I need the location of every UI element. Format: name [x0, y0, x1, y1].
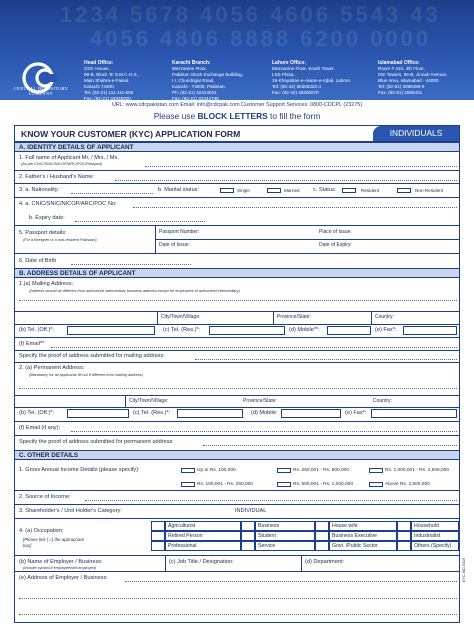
divider	[165, 555, 166, 571]
office-islamabad	[378, 60, 447, 96]
divider	[15, 253, 459, 254]
note-post: to fill the form	[267, 111, 321, 121]
divider	[15, 362, 459, 363]
divider	[15, 324, 459, 325]
proof-mailing-label: Specify the proof of address submitted for mailing address:	[19, 353, 165, 359]
perm-email-input[interactable]	[71, 431, 457, 432]
perm-mobile-label: (d) Mobile:	[251, 410, 278, 416]
form-title-row	[15, 126, 459, 142]
occ-household: Household	[411, 521, 459, 531]
tel-off-label: (b) Tel. (Off.)*:	[19, 327, 54, 333]
divider	[15, 504, 459, 505]
perm-city-label: City/Town/Village:	[129, 398, 169, 404]
permanent-address-label: 2. (a) Permanent Address:	[19, 365, 85, 371]
tel-off-input[interactable]	[67, 326, 155, 335]
full-name-label: 1. Full name of Applicant Mr. / Mrs. / Ms.	[19, 155, 119, 161]
email-input[interactable]	[51, 347, 457, 348]
occ-check-govt[interactable]	[315, 541, 329, 551]
occupation-label: 4. (a) Occupation:	[19, 528, 64, 534]
income-option-3: Rs. 1,000,001 - Rs. 2,500,000	[385, 468, 449, 473]
perm-province-label: Province/State:	[243, 398, 277, 404]
occ-check-student[interactable]	[241, 531, 255, 541]
divider	[15, 571, 459, 572]
permanent-address-input[interactable]	[19, 388, 457, 389]
office-title: Lahore Office:	[272, 60, 306, 66]
perm-tel-off-input[interactable]	[67, 409, 129, 418]
divider	[15, 337, 459, 338]
form-title: KNOW YOUR CUSTOMER (KYC) APPLICATION FORM	[21, 129, 241, 139]
perm-mobile-input[interactable]	[281, 409, 341, 418]
perm-email-label: (f) Email (if any):	[19, 425, 61, 431]
income-checkbox-4[interactable]	[181, 482, 195, 487]
occ-check-household[interactable]	[397, 521, 411, 531]
divider	[15, 197, 459, 198]
office-line: ISE Towers, 55-B, Jinnah Avenue,	[378, 72, 448, 77]
office-line: Mezzanine Floor, South Tower,	[272, 66, 335, 71]
form-code: KYC-IND-0319	[462, 558, 466, 582]
city-label: City/Town/Village:	[161, 314, 201, 320]
section-c-header: C. OTHER DETAILS	[15, 450, 459, 460]
office-head	[84, 60, 139, 100]
place-of-issue-label: Place of Issue:	[319, 229, 352, 235]
divider	[301, 555, 302, 571]
divider	[15, 421, 459, 422]
province-label: Province/State:	[277, 314, 311, 320]
contact-url-line: URL: www.cdcpakistan.com Email: info@cdcpak.com Customer Support Services: 0800-CDCPL (23275)	[0, 100, 474, 110]
resident-label: Resident	[361, 188, 380, 193]
office-line: Room # 410, 4th Floor,	[378, 66, 425, 71]
permanent-address-sublabel: (Mandatory for all applicants fill out if different from mailing address)	[29, 373, 143, 377]
office-lahore	[272, 60, 351, 96]
occ-check-housewife[interactable]	[315, 521, 329, 531]
passport-number-label: Passport Number:	[159, 229, 200, 235]
occ-retired: Retired Person	[165, 531, 241, 541]
income-option-5: Rs. 500,001 - Rs. 1,000,000	[293, 482, 353, 487]
office-line: 99-B, Block 'B' S.M.C.H.S.,	[84, 72, 140, 77]
occupation-sublabel-2: box]	[23, 543, 32, 548]
perm-country-label: Country:	[373, 398, 392, 404]
category-value: INDIVIDUAL	[235, 508, 267, 514]
perm-tel-res-input[interactable]	[177, 409, 243, 418]
office-line: Fax: (92-21) 32444749	[172, 96, 219, 100]
divider	[371, 311, 372, 324]
date-of-issue-label: Date of Issue:	[159, 242, 190, 248]
perm-fax-label: (e) Fax*:	[345, 410, 367, 416]
office-line: Pakistan Stock Exchange Building,	[172, 72, 243, 77]
occ-housewife: House wife	[329, 521, 397, 531]
occ-govt: Govt. /Public Sector	[329, 541, 397, 551]
divider	[15, 311, 459, 312]
proof-permanent-label: Specify the proof of address submitted for permanent address:	[19, 439, 174, 445]
note-pre: Please use	[153, 111, 198, 121]
header-ghost-numbers-2: 4056 4806 8888 6200 0000	[90, 26, 432, 51]
kyc-form	[14, 125, 460, 623]
single-checkbox[interactable]	[220, 188, 234, 193]
income-option-2: Rs. 250,001 - Rs. 500,000	[293, 468, 349, 473]
divider	[15, 225, 459, 226]
perm-fax-input[interactable]	[371, 409, 457, 418]
father-name-label: 2. Father's / Husband's Name:	[19, 174, 95, 180]
perm-tel-res-label: (c) Tel. (Res.)*:	[133, 410, 171, 416]
section-a-header: A. IDENTITY DETAILS OF APPLICANT	[15, 142, 459, 152]
office-line: Ph: (92-21) 32414021	[172, 90, 217, 95]
occ-others: Others (Specify)	[411, 541, 459, 551]
employer-name-sublabel: (Include symbol if employee/self-employed)	[23, 566, 97, 570]
fax-label: (e) Fax*:	[375, 327, 397, 333]
divider	[15, 170, 459, 171]
income-checkbox-2[interactable]	[277, 468, 291, 473]
single-label: Single	[237, 188, 250, 193]
non-resident-checkbox[interactable]	[397, 188, 411, 193]
occ-check-others[interactable]	[397, 541, 411, 551]
divider	[15, 435, 459, 436]
employer-address-input[interactable]	[125, 581, 457, 582]
income-checkbox-6[interactable]	[369, 482, 383, 487]
income-checkbox-5[interactable]	[277, 482, 291, 487]
header-ghost-numbers: 1234 5678 4056 4606 5543 43	[60, 2, 441, 27]
occ-service: Service	[255, 541, 315, 551]
divider	[157, 311, 158, 324]
expiry-date-label: b. Expiry date:	[29, 215, 65, 221]
occ-professional: Professional	[165, 541, 241, 551]
income-option-4: Rs. 100,001 - Rs. 250,000	[197, 482, 253, 487]
office-line: CDC House,	[84, 66, 110, 71]
note-bold: BLOCK LETTERS	[197, 111, 268, 121]
occ-check-service[interactable]	[241, 541, 255, 551]
resident-checkbox[interactable]	[342, 188, 356, 193]
dob-label: 6. Date of Birth	[19, 258, 57, 264]
occ-check-business-exec[interactable]	[315, 531, 329, 541]
occ-industrialist: Industrialist	[411, 531, 459, 541]
occ-student: Student	[255, 531, 315, 541]
fax-input[interactable]	[403, 326, 457, 335]
office-title: Karachi Branch:	[172, 60, 211, 66]
income-label: 1. Gross Annual Income Details (please specify):	[19, 467, 140, 473]
tel-res-input[interactable]	[209, 326, 285, 335]
job-title-label: (c) Job Title / Designation:	[169, 559, 234, 565]
income-checkbox-3[interactable]	[369, 468, 383, 473]
employer-address-label: (e) Address of Employer / Business:	[19, 575, 108, 581]
occ-check-business[interactable]	[241, 521, 255, 531]
office-line: Fax: (92-42) 36300670	[272, 90, 319, 95]
non-resident-label: Non-Resident	[415, 188, 444, 193]
office-line: Mezzanine Floor,	[172, 66, 207, 71]
source-income-input[interactable]	[85, 500, 457, 501]
married-label: Married	[284, 188, 300, 193]
block-letters-note	[0, 111, 474, 121]
occ-check-retired[interactable]	[151, 531, 165, 541]
email-label: (f) Email**	[19, 341, 45, 347]
cnic-label: 4. a. CNIC/SNIC/NICOP/ARC/POC No:	[19, 201, 117, 207]
logo-text: CENTRAL DEPOSITORY COMPANY	[13, 86, 69, 96]
divider	[15, 183, 459, 184]
occ-check-professional[interactable]	[151, 541, 165, 551]
office-line: Tel: (92-51) 2896496-9	[378, 84, 425, 89]
mobile-label: (d) Mobile**:	[289, 327, 320, 333]
status-label: c. Status:	[313, 187, 337, 193]
office-line: Karachi - 74000, Pakistan.	[172, 84, 226, 89]
expiry-date-input[interactable]	[75, 221, 205, 222]
income-option-6: Above Rs. 2,500,000	[385, 482, 430, 487]
country-label: Country:	[375, 314, 394, 320]
perm-tel-off-label: (b) Tel. (Off.)*:	[19, 410, 54, 416]
date-of-expiry-label: Date of Expiry:	[319, 242, 352, 248]
divider	[273, 311, 274, 324]
proof-mailing-input[interactable]	[195, 359, 457, 360]
full-name-input[interactable]	[145, 166, 457, 167]
header-banner	[0, 0, 474, 100]
divider	[15, 490, 459, 491]
office-line: LSE Plaza,	[272, 72, 295, 77]
cnic-input[interactable]	[133, 207, 457, 208]
proof-permanent-input[interactable]	[203, 445, 457, 446]
divider	[15, 555, 459, 556]
full-name-sublabel: (As per CNIC/SNIC/NICOP/ARC/POC/Passport)	[21, 162, 103, 166]
office-line: Fax: (92-51) 2896401	[378, 90, 423, 95]
individuals-badge: INDIVIDUALS	[373, 126, 459, 141]
divider	[15, 518, 459, 519]
income-checkbox-1[interactable]	[181, 468, 195, 473]
mailing-address-input[interactable]	[19, 300, 457, 301]
office-title: Head Office:	[84, 60, 114, 66]
office-line: Main Shahra-e-Faisal,	[84, 78, 130, 83]
office-line: 19-Khayaban-e-Aiwan-e-Iqbal, Lahore.	[272, 78, 352, 83]
nationality-label: 3. a. Nationality:	[19, 187, 60, 193]
office-title: Islamabad Office:	[378, 60, 420, 66]
office-line: Fax: (92-21) 34326020	[84, 96, 131, 100]
occ-check-industrialist[interactable]	[397, 531, 411, 541]
father-name-input[interactable]	[115, 180, 457, 181]
occ-business: Business	[255, 521, 315, 531]
married-checkbox[interactable]	[267, 188, 281, 193]
income-option-1: Up to Rs. 100,000	[197, 468, 236, 473]
divider	[155, 239, 459, 240]
occupation-sublabel-1: [Please tick (✓) the appropriate	[23, 537, 85, 542]
mobile-input[interactable]	[327, 326, 371, 335]
office-line: Tel: (92-21) 111-111-500	[84, 90, 134, 95]
mailing-address-label: 1.(a) Mailing Address:	[19, 281, 74, 287]
section-b-header: B. ADDRESS DETAILS OF APPLICANT	[15, 268, 459, 278]
passport-sublabel: (For a foreigner or a non-resident Pakistani)	[23, 238, 97, 242]
office-line: Blue Area, Islamabad - 44000	[378, 78, 439, 83]
divider	[15, 407, 459, 408]
divider	[15, 395, 459, 396]
mailing-address-sublabel: (Address should be different from authorized intermediary business address except for employees of authorized intermediary)	[29, 289, 240, 293]
passport-details-label: 5. Passport details:	[19, 230, 67, 236]
office-karachi	[172, 60, 243, 100]
marital-status-label: b. Marital status:	[158, 187, 200, 193]
office-line: Karachi 74400.	[84, 84, 115, 89]
office-line: I.I. Chundrigar Road,	[172, 78, 215, 83]
tel-res-label: (c) Tel. (Res.)*:	[163, 327, 201, 333]
employer-address-input-2[interactable]	[19, 598, 457, 599]
occ-business-exec: Business Executive	[329, 531, 397, 541]
employer-name-label: (b) Name of Employer / Business:	[19, 559, 103, 565]
dob-input[interactable]	[71, 264, 191, 265]
source-income-label: 2. Source of Income:	[19, 494, 71, 500]
category-label: 3. Shareholder's / Unit Holder's Category:	[19, 508, 122, 514]
nationality-input[interactable]	[71, 193, 153, 194]
divider	[125, 395, 126, 407]
occ-check-agriculturist[interactable]	[151, 521, 165, 531]
divider	[15, 350, 459, 351]
occ-agriculturist: Agriculturist	[165, 521, 241, 531]
office-line: Tel: (92-42) 36305322-4	[272, 84, 322, 89]
employer-address-input-3[interactable]	[19, 614, 457, 615]
department-label: (d) Department:	[305, 559, 345, 565]
